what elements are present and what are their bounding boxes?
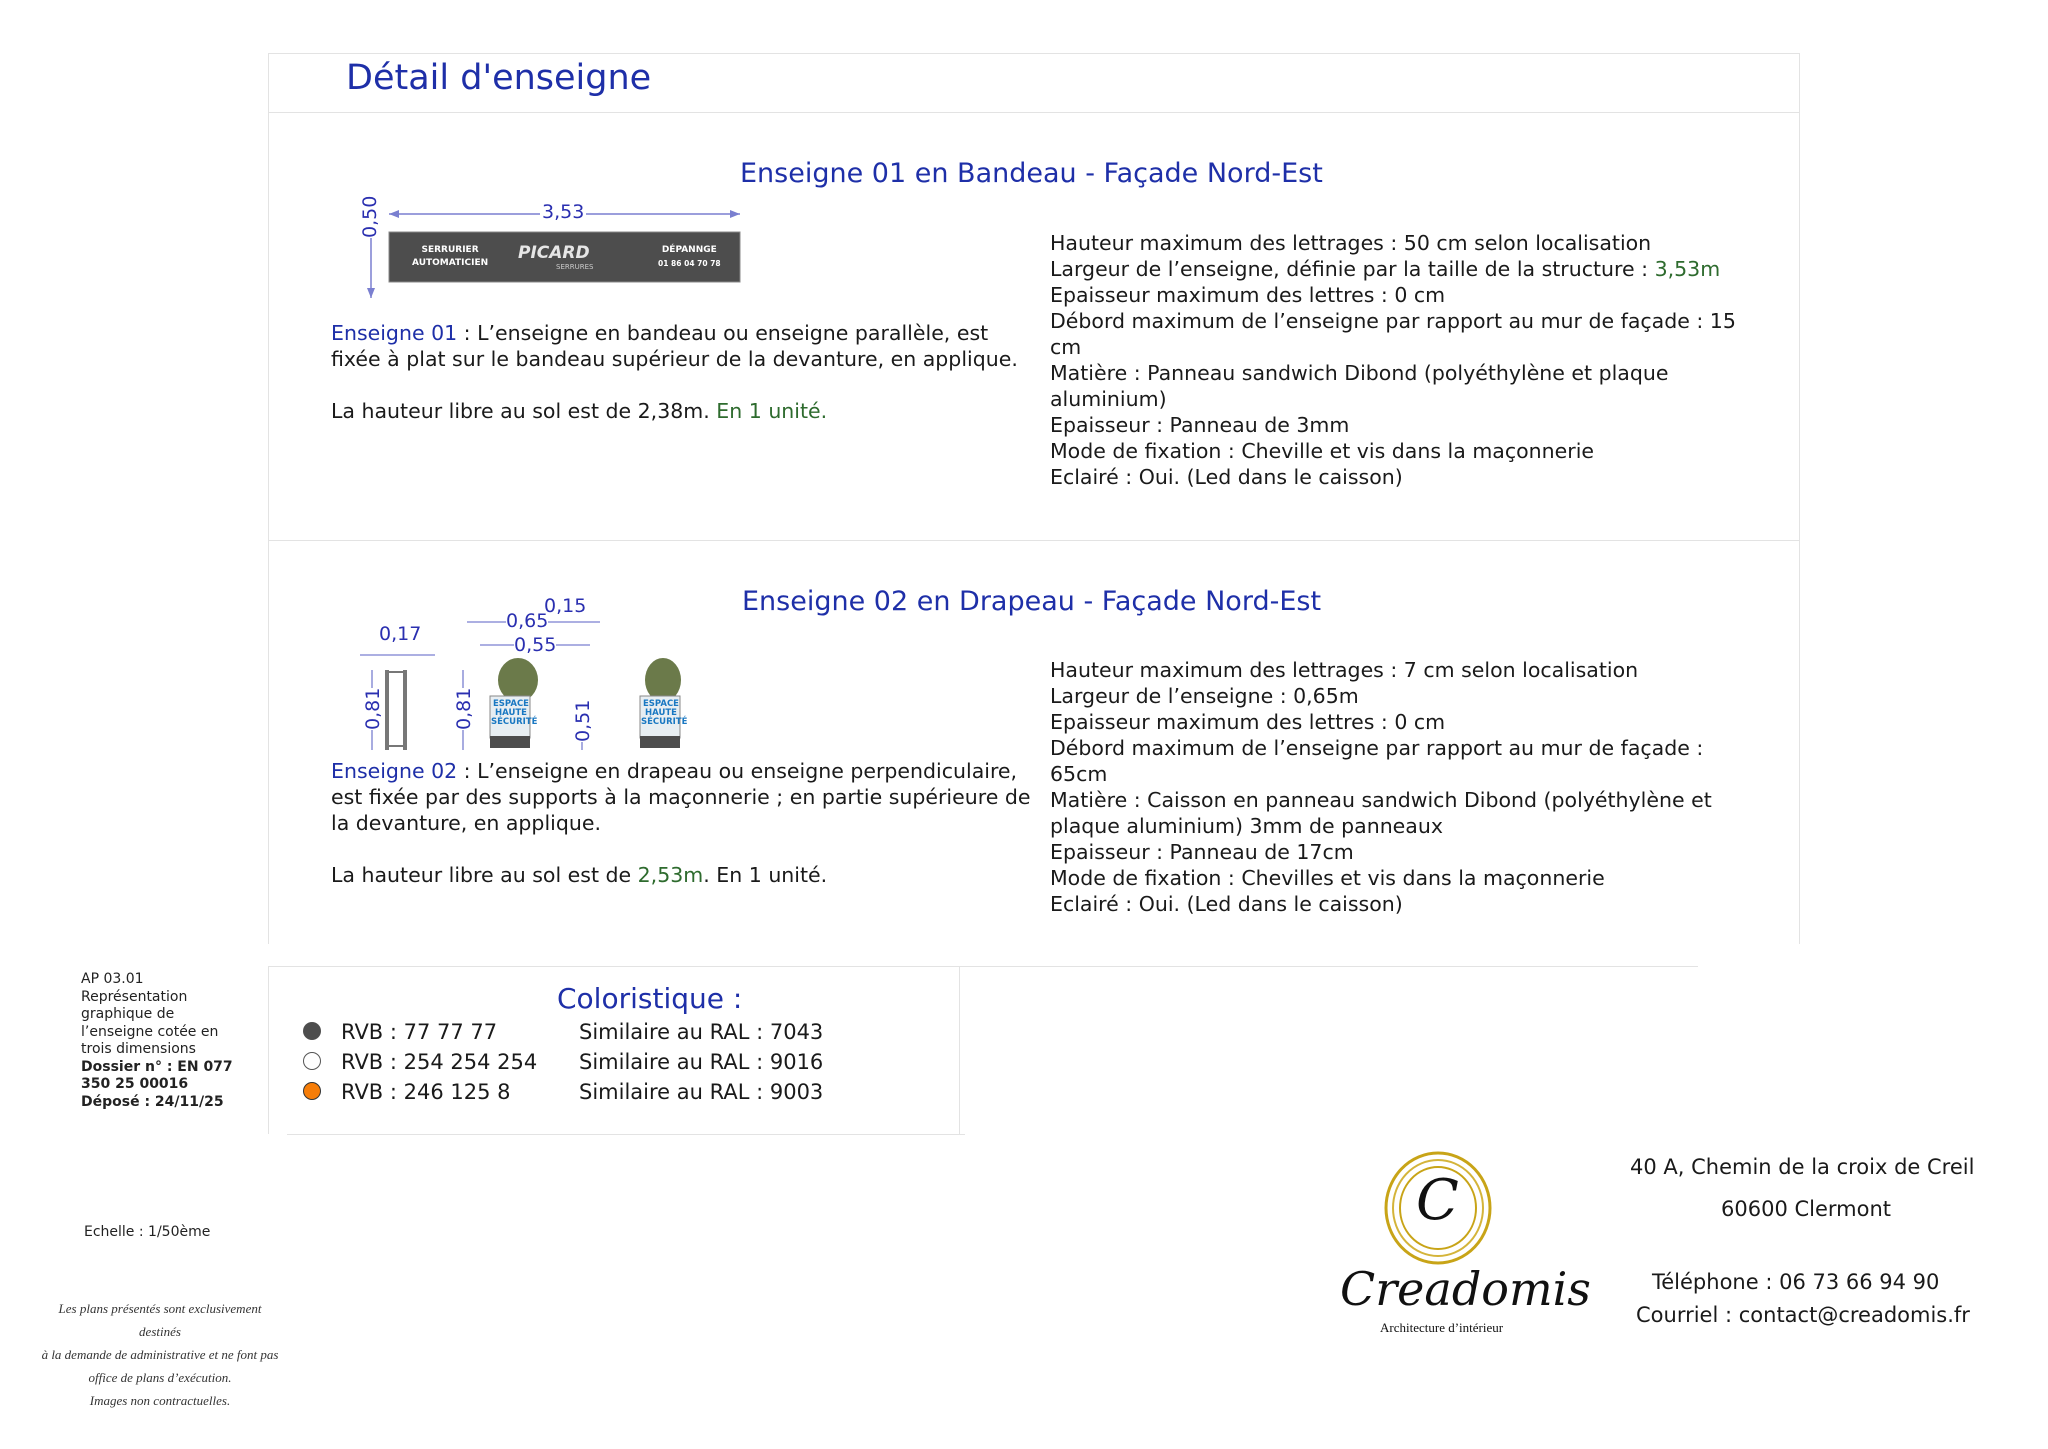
- sign2-description: Enseigne 02 : L’enseigne en drapeau ou enseigne perpendiculaire, est fixée par des supports à la maçonnerie ; en partie supérieure de la devanture, en applique. La hauteur libre au sol est de 2,53m. En 1 unité.: [331, 759, 1031, 887]
- sign1-specs: Hauteur maximum des lettrages : 50 cm selon localisation Largeur de l’enseigne, définie par la taille de la structure : 3,53m Epaisseur maximum des lettres : 0 cm Débord maximum de l’enseigne par rapport au mur de façade : 15 cm Matière : Panneau sandwich Dibond (polyéthylène et plaque aluminium) Epaisseur : Panneau de 3mm Mode de fixation : Cheville et vis dans la maçonnerie Eclairé : Oui. (Led dans le caisson): [1050, 231, 1736, 489]
- sign1-heading: Enseigne 01 en Bandeau - Façade Nord-Est: [740, 158, 1323, 189]
- sign2-heading: Enseigne 02 en Drapeau - Façade Nord-Est: [742, 586, 1322, 617]
- sign2-panel-front: ESPACE HAUTE SÉCURITÉ: [491, 699, 538, 727]
- email: Courriel : contact@creadomis.fr: [1636, 1303, 1970, 1327]
- sign1-board: [390, 232, 741, 282]
- disclaimer: Les plans présentés sont exclusivement destinés à la demande de administrative et ne font pas office de plans d’exécution. Images non contractuelles.: [41, 1301, 279, 1408]
- address-line-2: 60600 Clermont: [1721, 1197, 1892, 1221]
- logo-tagline: Architecture d’intérieur: [1380, 1320, 1504, 1335]
- color-row: RVB : 254 254 254 Similaire au RAL : 9016: [303, 1051, 321, 1075]
- color-row: RVB : 246 125 8 Similaire au RAL : 9003: [303, 1081, 321, 1105]
- phone: Téléphone : 06 73 66 94 90: [1652, 1270, 1940, 1294]
- sign2-dim-055: 0,55: [514, 634, 557, 656]
- color-row: RVB : 77 77 77 Similaire au RAL : 7043: [303, 1021, 321, 1045]
- title-divider: [268, 112, 1799, 113]
- color-swatch-grey: [303, 1022, 321, 1040]
- address-line-1: 40 A, Chemin de la croix de Creil: [1630, 1155, 1975, 1179]
- board-left-text: SERRURIER AUTOMATICIEN: [412, 245, 489, 268]
- plan-reference: AP 03.01: [81, 971, 144, 987]
- sign2-dim-017: 0,17: [379, 623, 422, 645]
- board-brand: PICARD: [518, 243, 590, 263]
- logo-letter: C: [1416, 1168, 1459, 1233]
- sign2-dim-051: 0,51: [572, 699, 594, 742]
- scale-label: Echelle : 1/50ème: [84, 1224, 211, 1240]
- sign1-height-dim: 0,50: [359, 195, 381, 238]
- sidebar-info: AP 03.01 Représentation graphique de l’enseigne cotée en trois dimensions Dossier n° : EN 077 350 25 00016 Déposé : 24/11/25: [81, 971, 233, 1110]
- board-right-text: DÉPANNGE 01 86 04 70 78: [658, 245, 721, 268]
- section-divider: [268, 540, 1799, 541]
- sign2-dim-081-b: 0,81: [453, 687, 475, 730]
- sign2-specs: Hauteur maximum des lettrages : 7 cm selon localisation Largeur de l’enseigne : 0,65m Epaisseur maximum des lettres : 0 cm Débord maximum de l’enseigne par rapport au mur de façade : 65cm Matière : Caisson en panneau sandwich Dibond (polyéthylène et plaque aluminium) 3mm de panneaux Epaisseur : Panneau de 17cm Mode de fixation : Chevilles et vis dans la maçonnerie Eclairé : Oui. (Led dans le caisson): [1050, 658, 1712, 916]
- logo-name: Creadomis: [1340, 1262, 1591, 1316]
- color-swatch-white: [303, 1052, 321, 1070]
- color-swatch-orange: [303, 1082, 321, 1100]
- colors-bottom-divider: [287, 1134, 965, 1135]
- sign2-dim-065: 0,65: [506, 610, 549, 632]
- board-brand-sub: SERRURES: [556, 263, 594, 271]
- page-title: Détail d'enseigne: [346, 58, 652, 98]
- sign1-description: Enseigne 01 : L’enseigne en bandeau ou enseigne parallèle, est fixée à plat sur le bandeau supérieur de la devanture, en applique. La hauteur libre au sol est de 2,38m. En 1 unité.: [331, 321, 1018, 423]
- colors-heading: Coloristique :: [557, 982, 743, 1015]
- sign2-dim-081-a: 0,81: [362, 687, 384, 730]
- sign1-width-dim: 3,53: [542, 201, 585, 223]
- sign2-panel-back: ESPACE HAUTE SÉCURITÉ: [641, 699, 688, 727]
- sign2-dim-015: 0,15: [544, 595, 587, 617]
